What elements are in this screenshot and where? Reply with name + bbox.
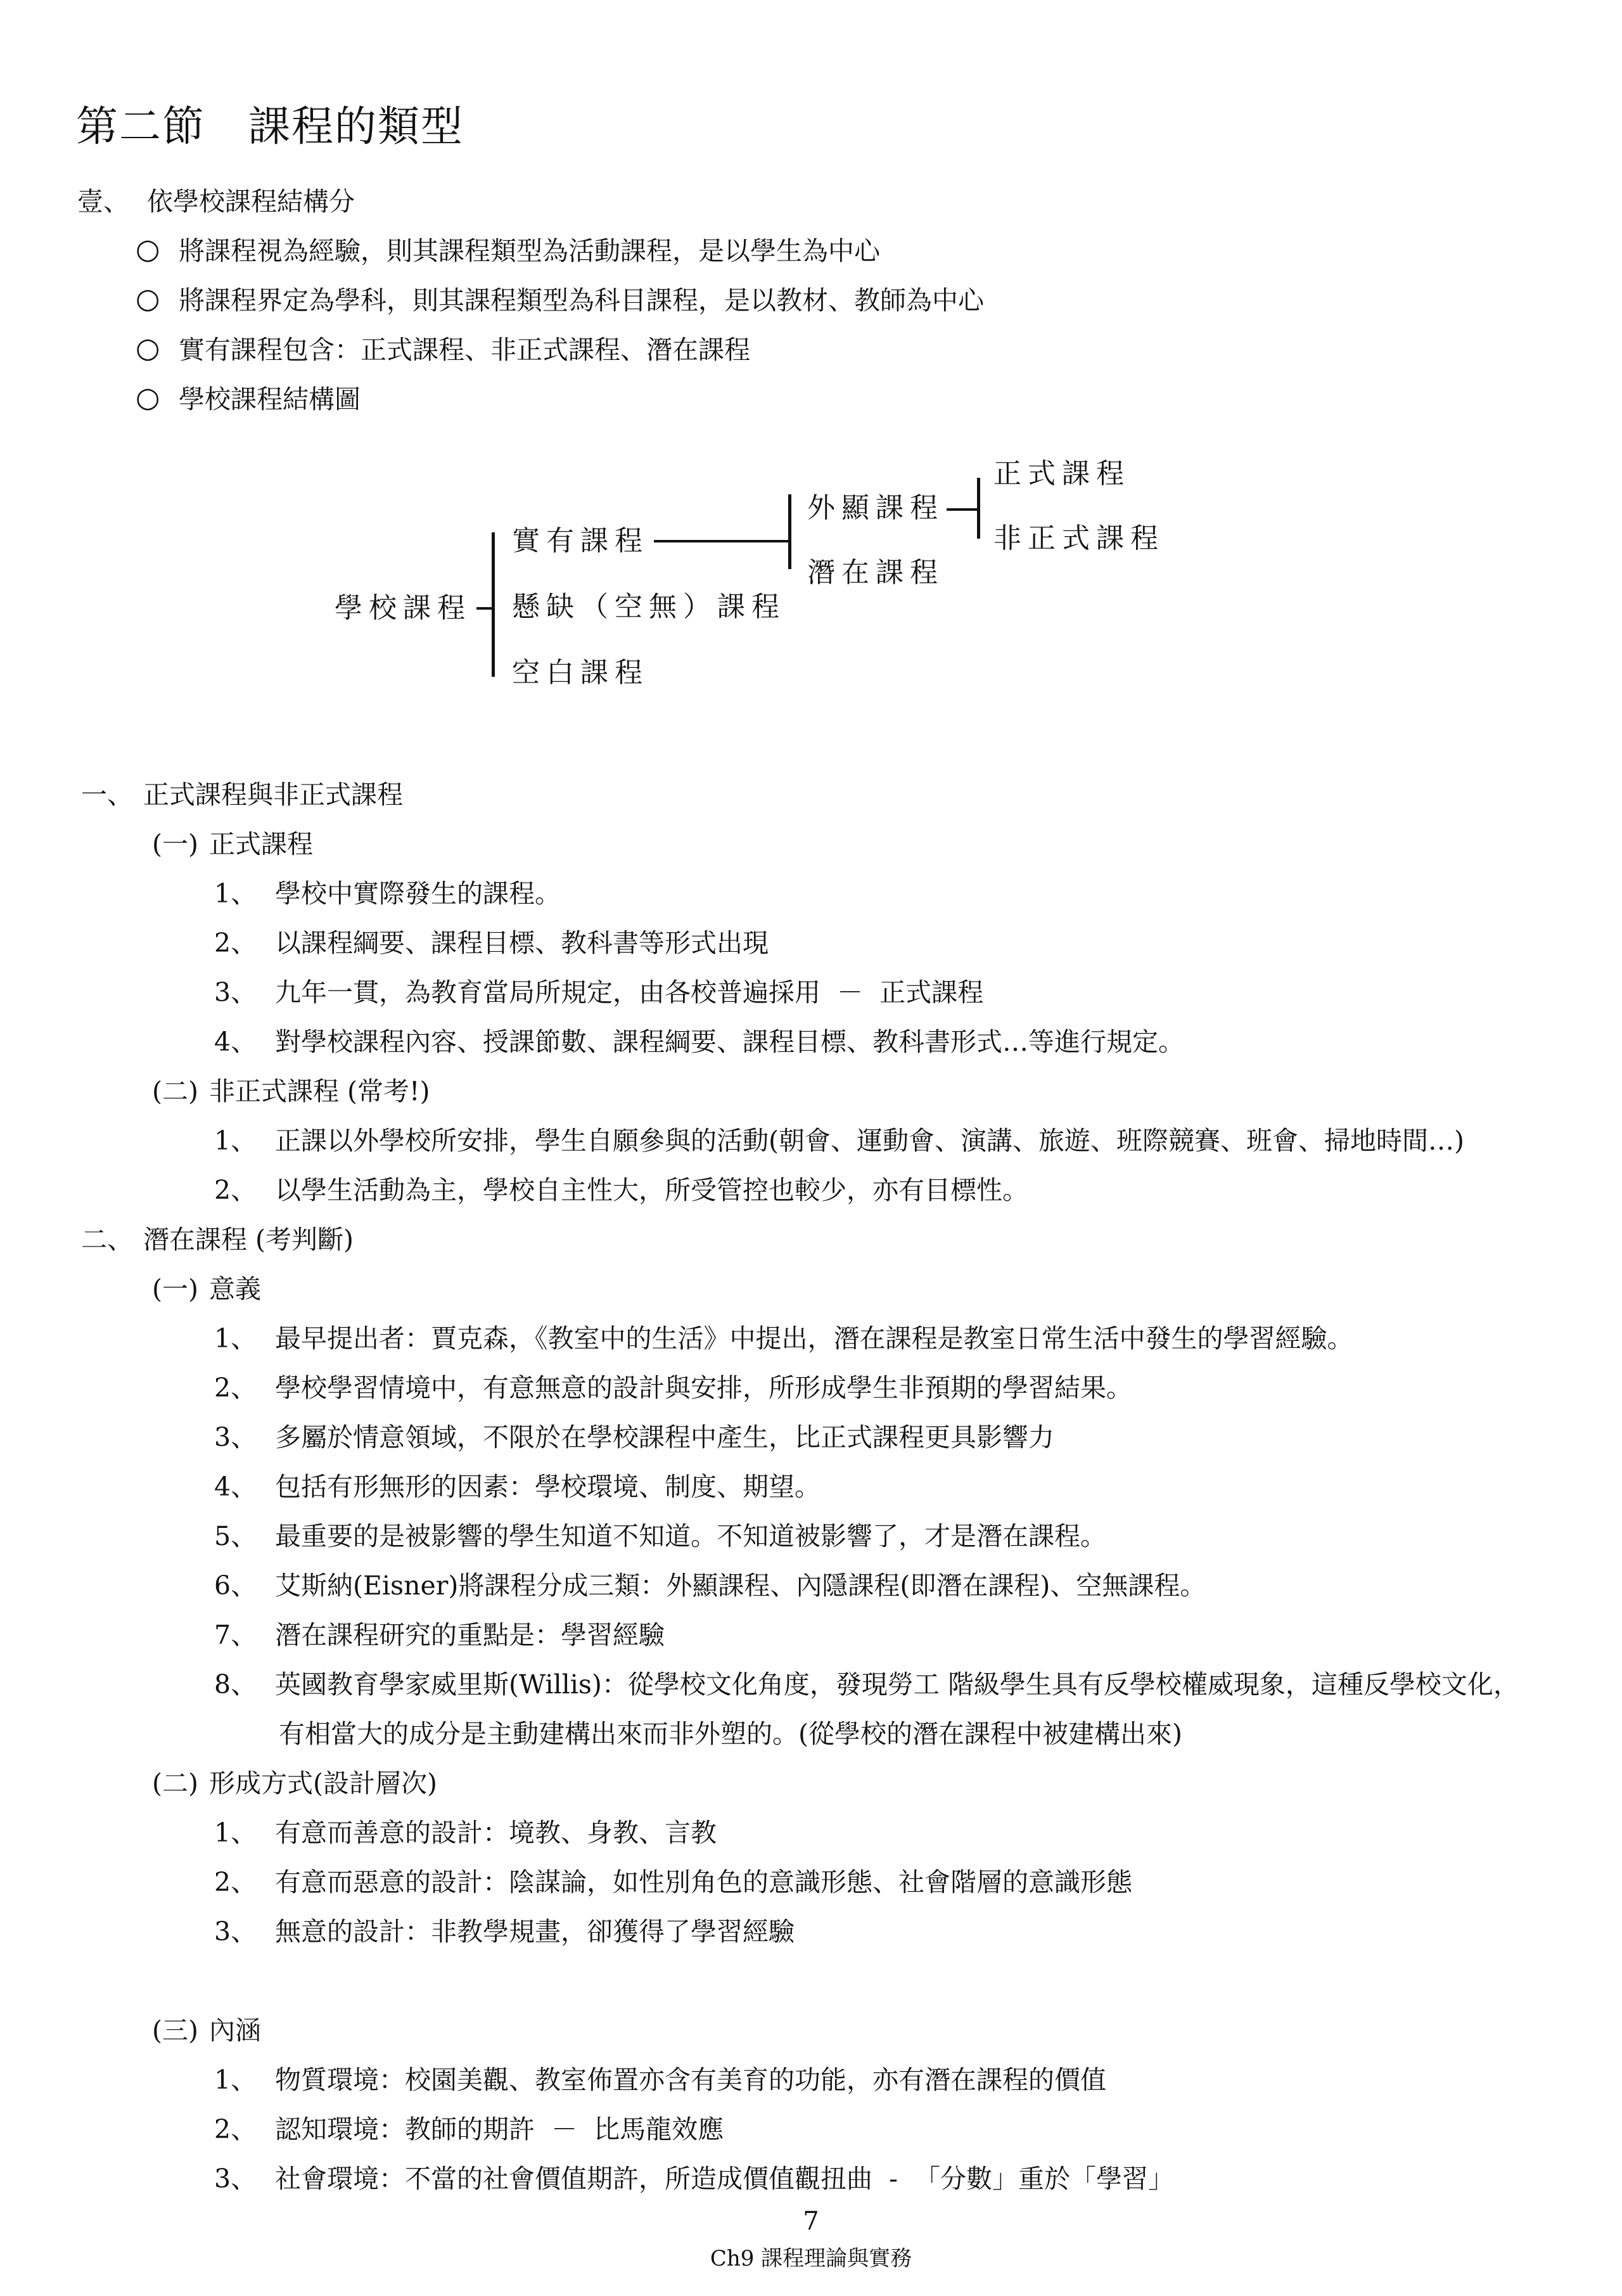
item-text: 社會環境：不當的社會價值期許，所造成價值觀扭曲 - 「分數」重於「學習」 xyxy=(275,2164,1174,2194)
tree-node-formal: 正式課程 xyxy=(993,458,1130,490)
item-number: 1、 xyxy=(214,1323,257,1354)
item-text: 正式課程與非正式課程 xyxy=(143,779,403,810)
item-number: 3、 xyxy=(214,1916,257,1947)
circle-bullet-icon: ○ xyxy=(136,332,160,364)
section-title: 第二節 課程的類型 xyxy=(76,102,464,151)
item-number: 二、 xyxy=(81,1224,133,1255)
item-number: 2、 xyxy=(214,1373,257,1403)
circle-bullet-icon: ○ xyxy=(136,283,160,315)
item-number: 2、 xyxy=(214,1867,257,1897)
item-text: 最早提出者：賈克森，《教室中的生活》中提出，潛在課程是教室日常生活中發生的學習經驗。 xyxy=(275,1323,1353,1354)
item-text: 有意而善意的設計：境教、身教、言教 xyxy=(275,1818,717,1848)
item-text: 物質環境：校園美觀、教室佈置亦含有美育的功能，亦有潛在課程的價值 xyxy=(275,2065,1106,2095)
item-number: 1、 xyxy=(214,2065,257,2095)
circle-bullet-icon: ○ xyxy=(136,233,160,266)
item-number: 1、 xyxy=(214,1818,257,1848)
item-text: 艾斯納(Eisner)將課程分成三類：外顯課程、內隱課程(即潛在課程)、空無課程。 xyxy=(275,1570,1206,1601)
item-text: 正式課程 xyxy=(209,829,313,859)
item-number: (一) xyxy=(152,829,198,859)
item-number: 7、 xyxy=(214,1620,257,1650)
item-text: 學校學習情境中，有意無意的設計與安排，所形成學生非預期的學習結果。 xyxy=(275,1373,1132,1403)
bullet-text: 實有課程包含：正式課程、非正式課程、潛在課程 xyxy=(179,335,750,365)
item-text: 學校中實際發生的課程。 xyxy=(275,878,561,909)
item-number: 5、 xyxy=(214,1521,257,1551)
bullet-text: 將課程界定為學科，則其課程類型為科目課程，是以教材、教師為中心 xyxy=(179,285,984,316)
tree-bracket xyxy=(977,478,980,539)
bullet-text: 學校課程結構圖 xyxy=(179,384,361,414)
tree-node-explicit: 外顯課程 xyxy=(807,492,944,524)
item-number: 2、 xyxy=(214,1175,257,1205)
item-text: 潛在課程研究的重點是：學習經驗 xyxy=(275,1620,665,1650)
item-text-continued: 有相當大的成分是主動建構出來而非外塑的。(從學校的潛在課程中被建構出來) xyxy=(279,1719,1182,1749)
tree-root: 學校課程 xyxy=(335,592,471,624)
item-number: 1、 xyxy=(214,878,257,909)
item-number: 2、 xyxy=(214,2114,257,2145)
item-text: 有意而惡意的設計：陰謀論，如性別角色的意識形態、社會階層的意識形態 xyxy=(275,1867,1132,1897)
item-text: 正課以外學校所安排，學生自願參與的活動(朝會、運動會、演講、旅遊、班際競賽、班會、掃地時間…) xyxy=(275,1126,1464,1156)
item-text: 意義 xyxy=(209,1274,261,1304)
item-number: 2、 xyxy=(214,928,257,958)
page-footer: Ch9 課程理論與實務 xyxy=(710,2246,912,2271)
item-text: 非正式課程 (常考!) xyxy=(209,1076,430,1106)
item-text: 包括有形無形的因素：學校環境、制度、期望。 xyxy=(275,1472,821,1502)
item-number: (三) xyxy=(152,2015,198,2046)
tree-bracket xyxy=(492,532,495,677)
item-text: 以課程綱要、課程目標、教科書等形式出現 xyxy=(275,928,769,958)
tree-bracket xyxy=(788,494,791,569)
circle-bullet-icon: ○ xyxy=(136,382,160,414)
item-number: 一、 xyxy=(81,779,133,810)
section-label: 依學校課程結構分 xyxy=(147,186,355,217)
item-number: 6、 xyxy=(214,1570,257,1601)
item-text: 最重要的是被影響的學生知道不知道。不知道被影響了，才是潛在課程。 xyxy=(275,1521,1106,1551)
item-number: (一) xyxy=(152,1274,198,1304)
item-number: 3、 xyxy=(214,1422,257,1453)
item-text: 潛在課程 (考判斷) xyxy=(143,1224,354,1255)
item-text: 多屬於情意領域，不限於在學校課程中產生，比正式課程更具影響力 xyxy=(275,1422,1054,1453)
item-number: 4、 xyxy=(214,1027,257,1057)
item-number: (二) xyxy=(152,1768,198,1799)
item-text: 無意的設計：非教學規畫，卻獲得了學習經驗 xyxy=(275,1916,795,1947)
item-text: 九年一貫，為教育當局所規定，由各校普遍採用 － 正式課程 xyxy=(275,977,984,1008)
tree-node-actual: 實有課程 xyxy=(512,525,649,557)
item-text: 對學校課程內容、授課節數、課程綱要、課程目標、教科書形式…等進行規定。 xyxy=(275,1027,1184,1057)
item-text: 形成方式(設計層次) xyxy=(209,1768,437,1799)
item-number: 3、 xyxy=(214,2164,257,2194)
page-number: 7 xyxy=(803,2207,819,2236)
item-number: 4、 xyxy=(214,1472,257,1502)
tree-node-blank: 空白課程 xyxy=(512,657,649,689)
item-text: 認知環境：教師的期許 － 比馬龍效應 xyxy=(275,2114,724,2145)
item-text: 內涵 xyxy=(209,2015,261,2046)
tree-connector xyxy=(476,607,493,610)
item-text: 英國教育學家威里斯(Willis)：從學校文化角度，發現勞工 階級學生具有反學校權威現象，這種反學校文化， xyxy=(275,1669,1519,1700)
item-number: 8、 xyxy=(214,1669,257,1700)
tree-connector xyxy=(654,540,788,542)
bullet-text: 將課程視為經驗，則其課程類型為活動課程，是以學生為中心 xyxy=(179,236,880,266)
item-text: 以學生活動為主，學校自主性大，所受管控也較少，亦有目標性。 xyxy=(275,1175,1028,1205)
tree-node-informal: 非正式課程 xyxy=(993,522,1165,555)
item-number: 1、 xyxy=(214,1126,257,1156)
tree-connector xyxy=(947,508,978,511)
item-number: 3、 xyxy=(214,977,257,1008)
tree-node-hidden: 潛在課程 xyxy=(807,556,944,589)
tree-node-null: 懸缺（空無）課程 xyxy=(512,591,786,623)
item-number: (二) xyxy=(152,1076,198,1106)
section-number: 壹、 xyxy=(77,186,129,217)
